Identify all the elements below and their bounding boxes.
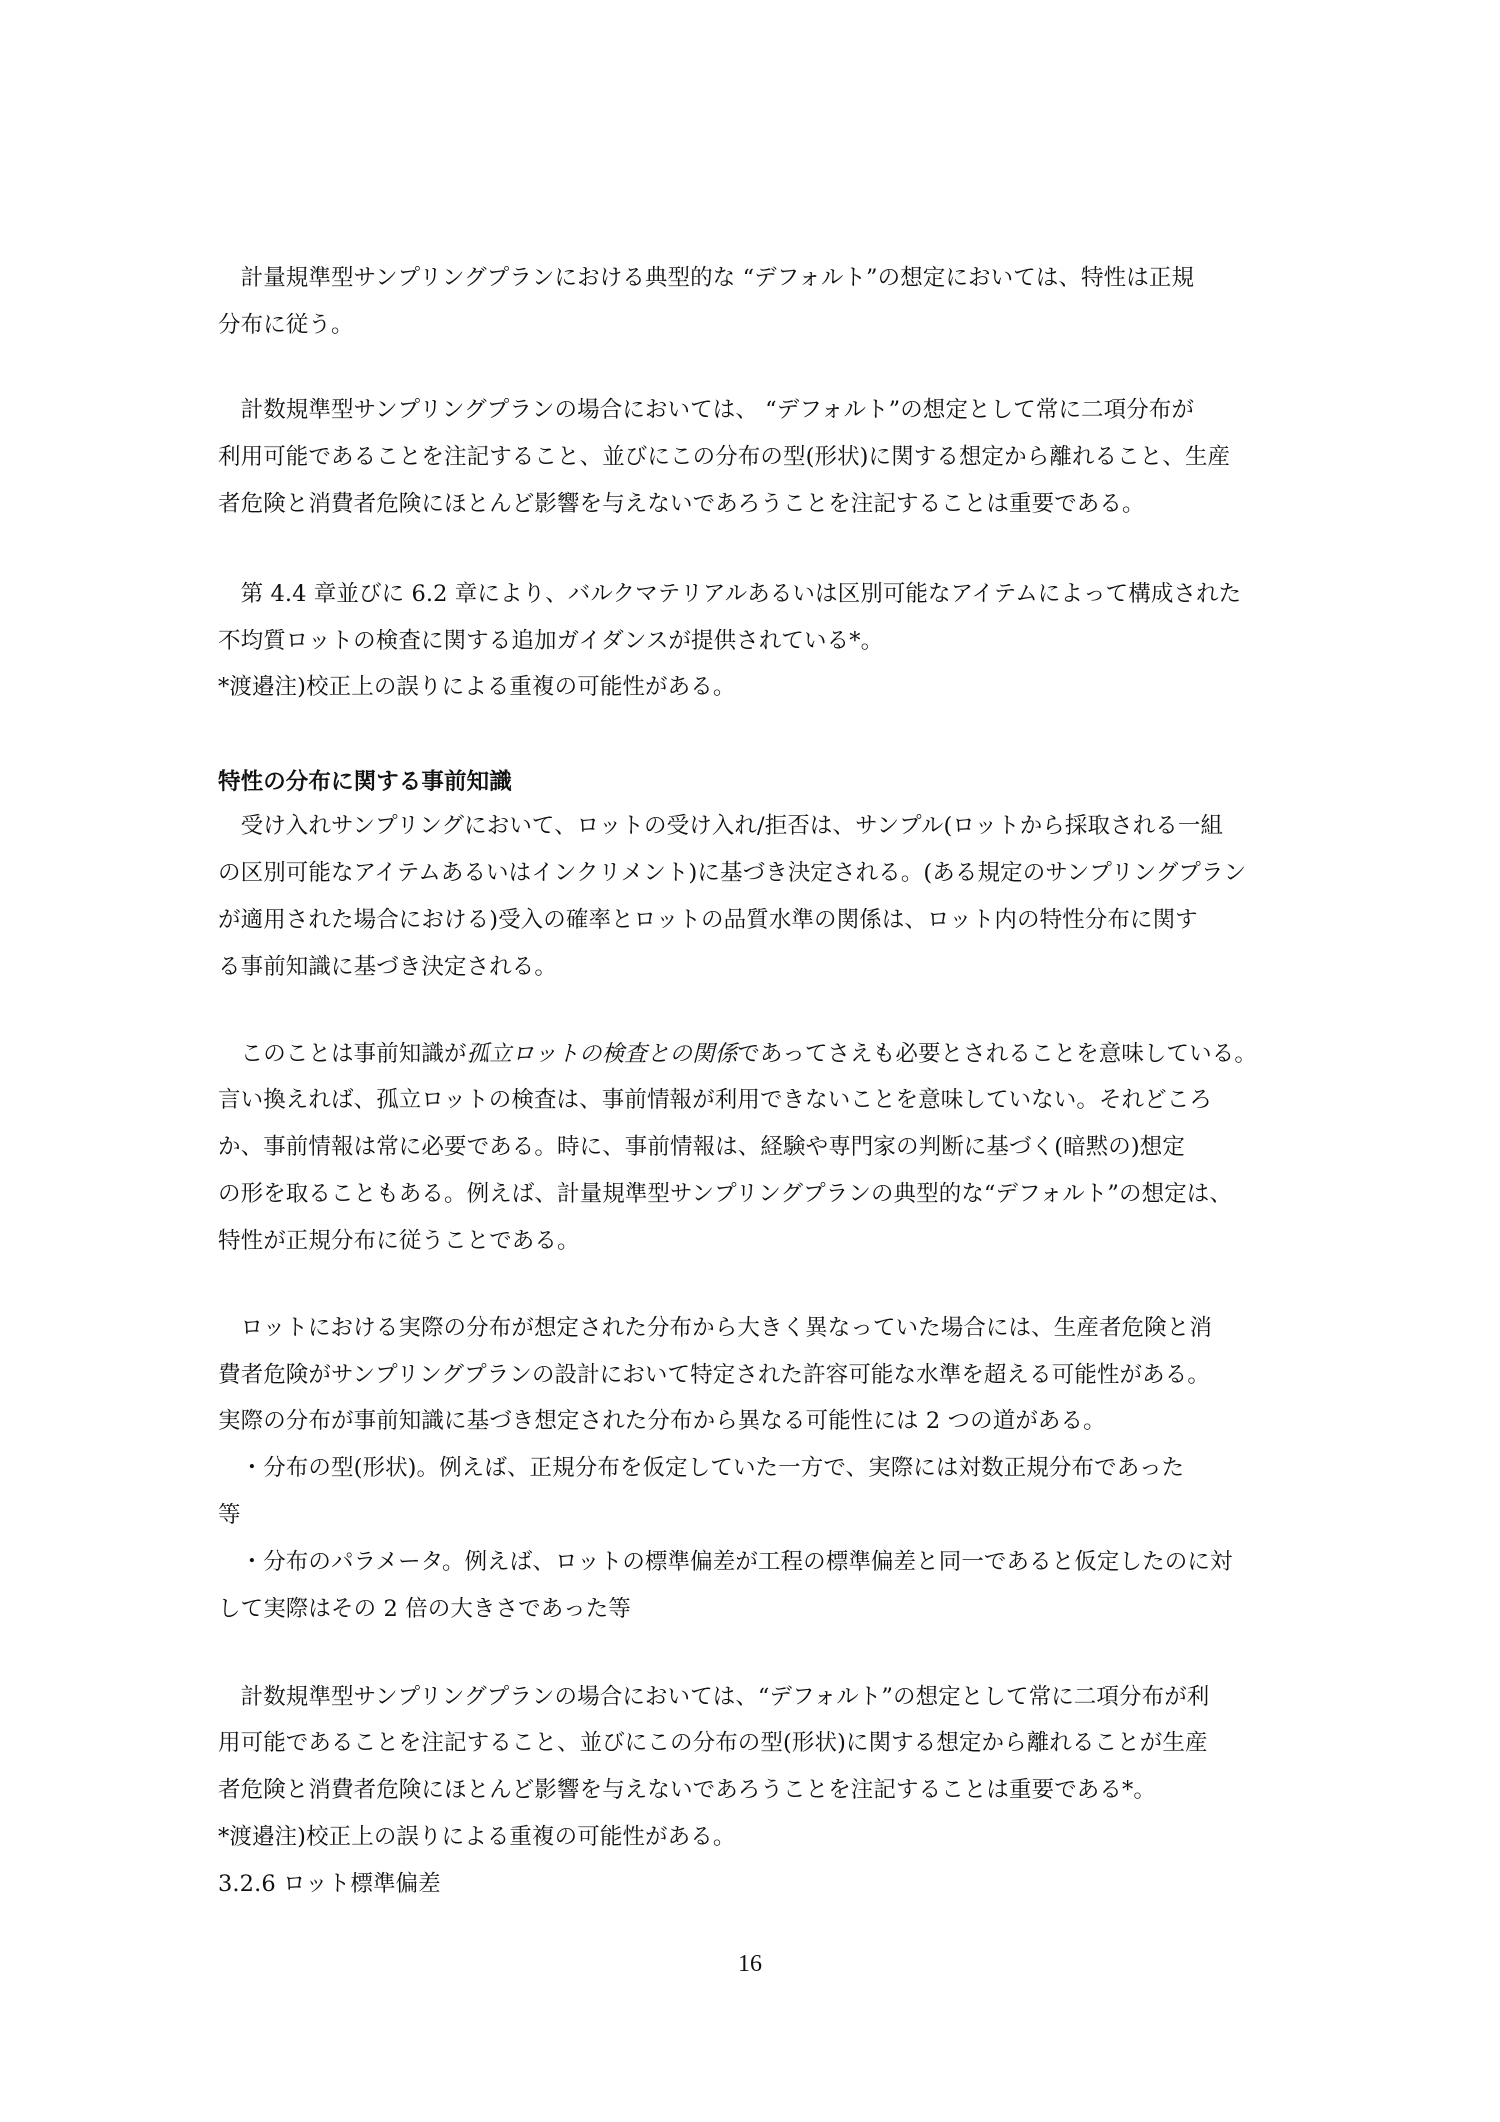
text-run: であってさえも必要とされることを意味している。 [737, 1041, 1257, 1067]
paragraph-line: 実際の分布が事前知識に基づき想定された分布から異なる可能性には 2 つの道がある。 [218, 1408, 1106, 1434]
paragraph-line: 計数規準型サンプリングプランの場合においては、“デフォルト”の想定として常に二項分布が利 [218, 1684, 1210, 1710]
bullet-line: ・分布のパラメータ。例えば、ロットの標準偏差が工程の標準偏差と同一であると仮定したのに対 [218, 1549, 1233, 1575]
subsection-heading: 3.2.6 ロット標準偏差 [218, 1871, 441, 1897]
page-number: 16 [738, 1951, 762, 1977]
paragraph-line: ロットにおける実際の分布が想定された分布から大きく異なっていた場合には、生産者危険と消 [218, 1315, 1212, 1341]
paragraph-line: 利用可能であることを注記すること、並びにこの分布の型(形状)に関する想定から離れること、生産 [218, 444, 1231, 470]
paragraph-line [218, 1034, 1257, 1074]
emphasized-text: 孤立ロットの検査との関係 [466, 1041, 738, 1067]
paragraph-line: 言い換えれば、孤立ロットの検査は、事前情報が利用できないことを意味していない。それどころ [218, 1087, 1212, 1113]
paragraph-line: 用可能であることを注記すること、並びにこの分布の型(形状)に関する想定から離れることが生産 [218, 1730, 1208, 1756]
bullet-continuation: 等 [218, 1502, 241, 1528]
bullet-continuation: して実際はその 2 倍の大きさであった等 [218, 1596, 631, 1622]
paragraph-line: が適用された場合における)受入の確率とロットの品質水準の関係は、ロット内の特性分布に関す [218, 907, 1198, 933]
paragraph-line: 者危険と消費者危険にほとんど影響を与えないであろうことを注記することは重要である*。 [218, 1777, 1156, 1803]
paragraph-line: の区別可能なアイテムあるいはインクリメント)に基づき決定される。(ある規定のサンプリングプラン [218, 860, 1247, 886]
paragraph-line: か、事前情報は常に必要である。時に、事前情報は、経験や専門家の判断に基づく(暗黙の)想定 [218, 1134, 1185, 1160]
paragraph-line: 不均質ロットの検査に関する追加ガイダンスが提供されている*。 [218, 628, 884, 654]
paragraph-line: 計数規準型サンプリングプランの場合においては、 “デフォルト”の想定として常に二項分布が [218, 397, 1195, 423]
footnote-line: *渡邉注)校正上の誤りによる重複の可能性がある。 [218, 1824, 736, 1850]
paragraph-line: 第 4.4 章並びに 6.2 章により、バルクマテリアルあるいは区別可能なアイテムによって構成された [218, 581, 1242, 607]
paragraph-line: 者危険と消費者危険にほとんど影響を与えないであろうことを注記することは重要である。 [218, 491, 1145, 517]
paragraph-line: 特性が正規分布に従うことである。 [218, 1228, 580, 1254]
paragraph-line: 受け入れサンプリングにおいて、ロットの受け入れ/拒否は、サンプル(ロットから採取される一組 [218, 813, 1224, 839]
text-run: このことは事前知識が [218, 1041, 467, 1067]
footnote-line: *渡邉注)校正上の誤りによる重複の可能性がある。 [218, 674, 736, 700]
paragraph-line: 分布に従う。 [218, 312, 354, 338]
section-heading: 特性の分布に関する事前知識 [218, 769, 512, 795]
bullet-line: ・分布の型(形状)。例えば、正規分布を仮定していた一方で、実際には対数正規分布であった [218, 1455, 1185, 1481]
paragraph-line: る事前知識に基づき決定される。 [218, 954, 558, 980]
paragraph-line: の形を取ることもある。例えば、計量規準型サンプリングプランの典型的な“デフォルト”の想定は、 [218, 1181, 1233, 1207]
paragraph-line: 費者危険がサンプリングプランの設計において特定された許容可能な水準を超える可能性がある。 [218, 1362, 1210, 1388]
paragraph-line: 計量規準型サンプリングプランにおける典型的な “デフォルト”の想定においては、特性は正規 [218, 265, 1195, 291]
